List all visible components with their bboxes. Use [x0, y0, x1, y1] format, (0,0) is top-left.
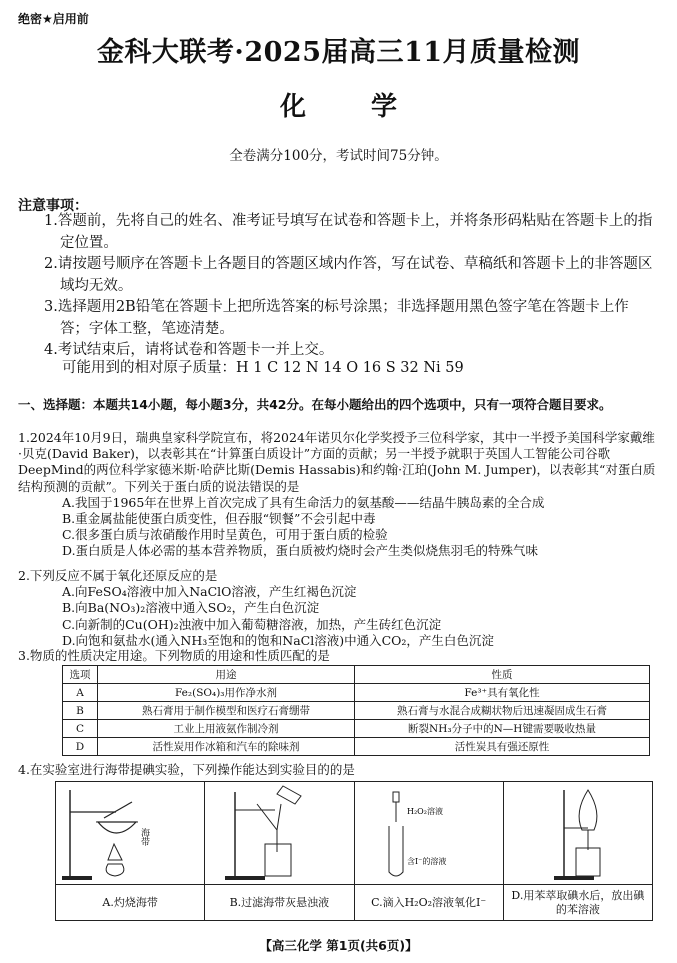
- option-a: A.向FeSO₄溶液中加入NaClO溶液，产生红褐色沉淀: [62, 584, 357, 600]
- filtration-icon: [205, 782, 354, 884]
- caption-b: B.过滤海带灰悬浊液: [205, 885, 354, 920]
- notice-item: 3.选择题用2B铅笔在答题卡上把所选答案的标号涂黑；非选择题用黑色签字笔在答题卡上作答；字体工整，笔迹清楚。: [44, 299, 629, 337]
- table-header: 用途: [98, 666, 355, 684]
- question-4-stem: 4.在实验室进行海带提碘实验，下列操作能达到实验目的的是: [18, 762, 355, 777]
- table-row: [63, 702, 650, 720]
- label-iodide-solution: 含I⁻的溶液: [406, 857, 446, 866]
- option-d: D.向饱和氨盐水(通入NH₃至饱和的饱和NaCl溶液)中通入CO₂，产生白色沉淀: [62, 632, 494, 648]
- confidential-mark: 绝密★启用前: [18, 12, 89, 26]
- table-cell: Fe₂(SO₄)₃用作净水剂: [98, 684, 355, 702]
- q4-figure-table: [55, 781, 653, 921]
- table-cell: D: [63, 738, 98, 756]
- caption-c: C.滴入H₂O₂溶液氧化I⁻: [355, 885, 504, 920]
- apparatus-a: [56, 782, 205, 884]
- table-cell: 活性炭用作冰箱和汽车的除味剂: [98, 738, 355, 756]
- table-cell: Fe³⁺具有氧化性: [355, 684, 650, 702]
- option-c: C.向新制的Cu(OH)₂浊液中加入葡萄糖溶液，加热，产生砖红色沉淀: [62, 616, 442, 632]
- table-header: 选项: [63, 666, 98, 684]
- table-row: [63, 720, 650, 738]
- dropper-test-tube-icon: [355, 782, 504, 884]
- question-stem: 1.2024年10月9日，瑞典皇家科学院宣布，将2024年诺贝尔化学奖授予三位科学家，其中一半授予美国科学家戴维·贝克(David Baker)，以表彰其在“计算蛋白质设计”方面的贡献；另一半授予就职于英国人工智能公司谷歌DeepMind的两位科学家德米斯·哈萨比斯(Demis Hassabis)和约翰·江珀(John M. Jumper)，以表彰其“对蛋白质结构预测的贡献”。下列关于蛋白质的说法错误的是: [18, 430, 656, 494]
- option-b: B.重金属盐能使蛋白质变性，但吞服“钡餐”不会引起中毒: [62, 511, 376, 527]
- atomic-masses: 可能用到的相对原子质量：H 1 C 12 N 14 O 16 S 32 Ni 59: [62, 360, 464, 376]
- apparatus-b: [205, 782, 354, 884]
- table-header-row: [63, 666, 650, 684]
- table-cell: B: [63, 702, 98, 720]
- table-cell: A: [63, 684, 98, 702]
- notice-item: 4.考试结束后，请将试卷和答题卡一并上交。: [44, 342, 334, 358]
- table-row: [63, 738, 650, 756]
- notice-item: 1.答题前，先将自己的姓名、准考证号填写在试卷和答题卡上，并将条形码粘贴在答题卡上的指定位置。: [44, 213, 653, 251]
- table-cell: 熟石膏与水混合成糊状物后迅速凝固成生石膏: [355, 702, 650, 720]
- table-cell: C: [63, 720, 98, 738]
- question-3-stem: 3.物质的性质决定用途。下列物质的用途和性质匹配的是: [18, 648, 330, 663]
- evaporating-dish-heating-icon: [56, 782, 205, 884]
- table-header: 性质: [355, 666, 650, 684]
- label-h2o2: H₂O₂溶液: [406, 807, 443, 816]
- apparatus-c: [355, 782, 504, 884]
- option-a: A.我国于1965年在世界上首次完成了具有生命活力的氨基酸——结晶牛胰岛素的全合成: [62, 494, 545, 510]
- table-cell: 断裂NH₃分子中的N—H键需要吸收热量: [355, 720, 650, 738]
- option-b: B.向Ba(NO₃)₂溶液中通入SO₂，产生白色沉淀: [62, 600, 320, 616]
- page-footer: 【高三化学 第1页(共6页)】: [259, 938, 418, 953]
- exam-title: 金科大联考·2025届高三11月质量检测: [96, 37, 581, 68]
- subject-title: 化 学: [279, 92, 426, 122]
- question-1: [18, 430, 658, 560]
- option-c: C.很多蛋白质与浓硝酸作用时呈黄色，可用于蛋白质的检验: [62, 527, 388, 543]
- table-row: [63, 684, 650, 702]
- option-d: D.蛋白质是人体必需的基本营养物质，蛋白质被灼烧时会产生类似烧焦羽毛的特殊气味: [62, 543, 539, 559]
- apparatus-d: [504, 782, 652, 884]
- label-kelp: 海带: [139, 828, 149, 846]
- table-cell: 活性炭具有强还原性: [355, 738, 650, 756]
- full-score-line: 全卷满分100分，考试时间75分钟。: [229, 148, 448, 164]
- question-2: [18, 568, 658, 649]
- question-stem: 2.下列反应不属于氧化还原反应的是: [18, 568, 218, 583]
- notice-item: 2.请按题号顺序在答题卡上各题目的答题区域内作答，写在试卷、草稿纸和答题卡上的非答题区域均无效。: [44, 256, 653, 294]
- caption-a: A.灼烧海带: [56, 885, 205, 920]
- table-cell: 熟石膏用于制作模型和医疗石膏绷带: [98, 702, 355, 720]
- notice-list: [44, 211, 656, 362]
- caption-d: D.用苯萃取碘水后，放出碘的苯溶液: [511, 888, 645, 916]
- separatory-funnel-icon: [504, 782, 653, 884]
- q3-table: [62, 665, 650, 756]
- table-cell: 工业上用液氨作制冷剂: [98, 720, 355, 738]
- section-heading: 一、选择题：本题共14小题，每小题3分，共42分。在每小题给出的四个选项中，只有一项符合题目要求。: [18, 397, 612, 412]
- notice-heading: 注意事项：: [18, 198, 88, 214]
